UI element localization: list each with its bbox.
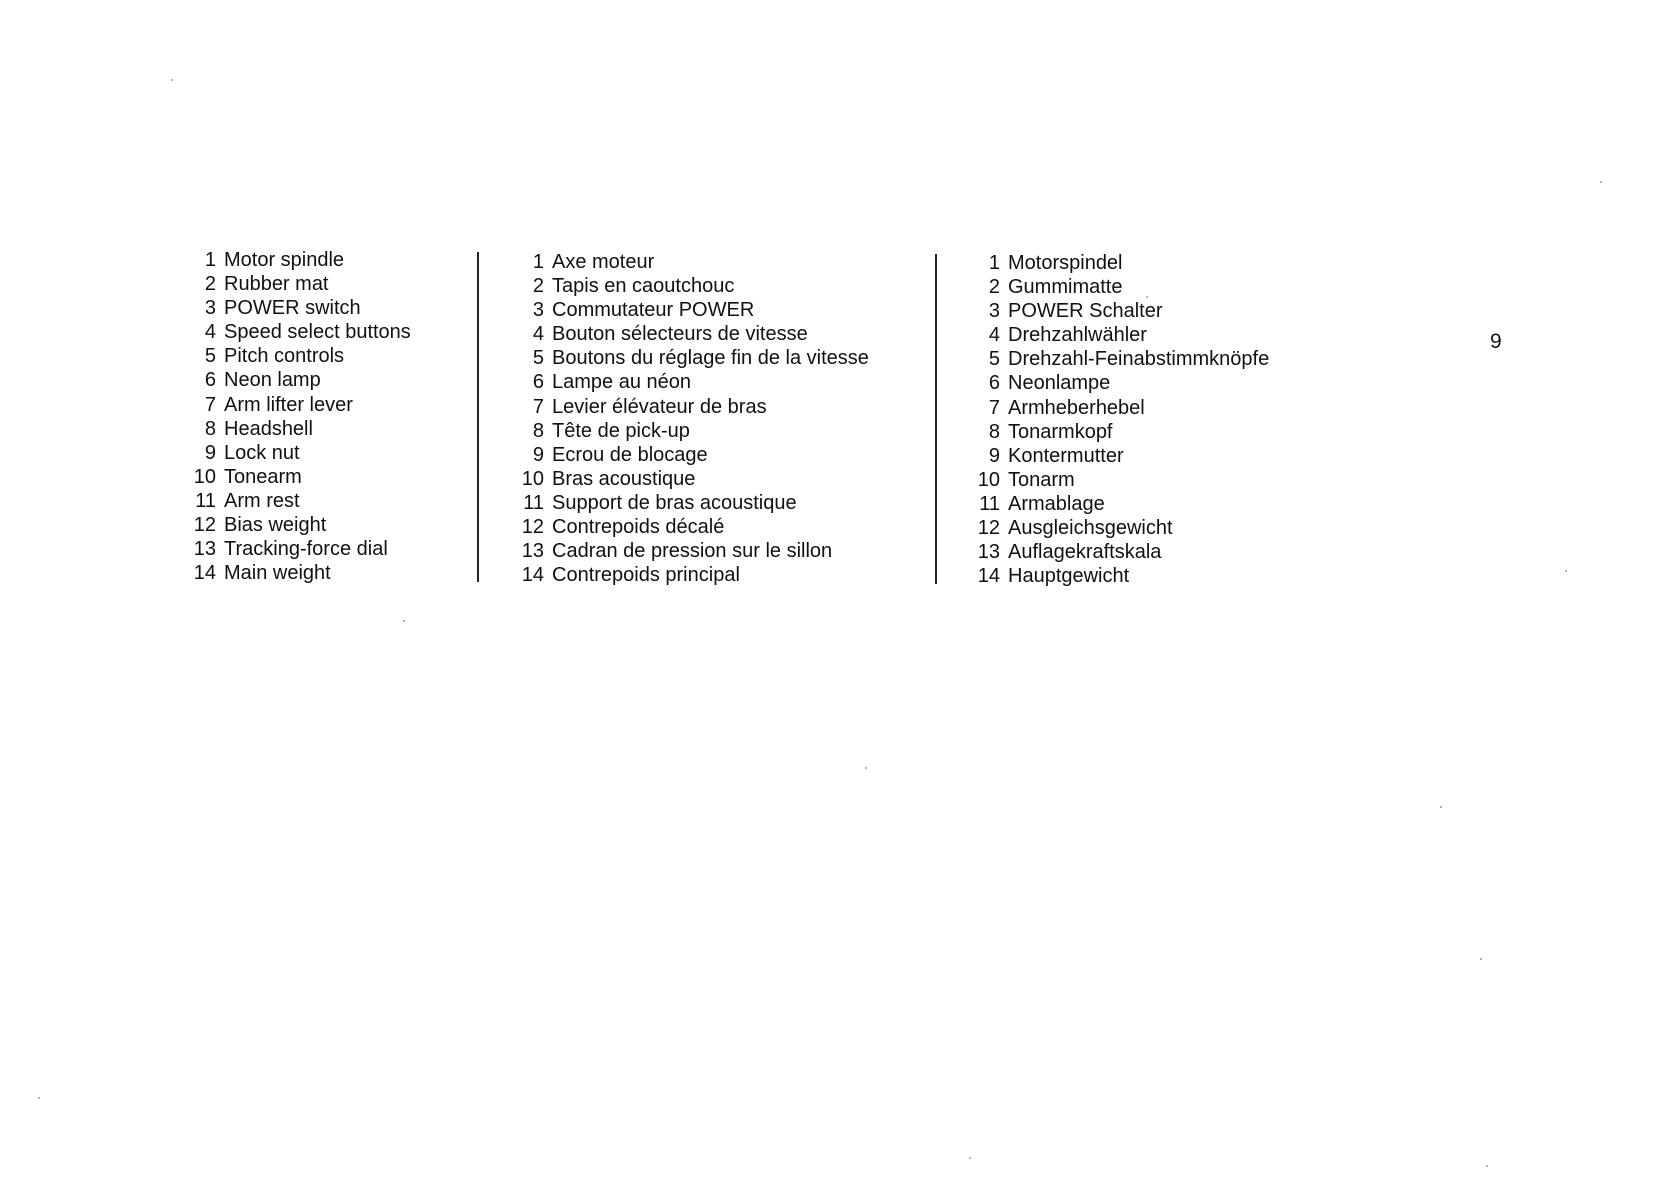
item-label: Tapis en caoutchouc — [552, 275, 735, 298]
item-number: 12 — [977, 517, 1000, 540]
list-item — [188, 368, 411, 392]
list-item — [188, 272, 411, 296]
item-label: Speed select buttons — [224, 321, 411, 344]
item-number: 1 — [532, 251, 544, 273]
list-item — [188, 417, 411, 441]
item-label: POWER switch — [224, 297, 361, 320]
item-label: Ausgleichsgewicht — [1008, 517, 1173, 540]
item-number: 9 — [204, 441, 216, 464]
item-number: 6 — [532, 371, 544, 394]
item-number: 7 — [988, 396, 1000, 419]
list-item — [972, 492, 1269, 516]
item-label: Gummimatte — [1008, 276, 1123, 299]
list-item — [188, 489, 411, 513]
item-label: Lock nut — [224, 441, 300, 464]
item-label: Contrepoids décalé — [552, 516, 725, 539]
item-number: 12 — [193, 514, 216, 537]
column-divider-2 — [935, 254, 937, 584]
item-label: Contrepoids principal — [552, 564, 740, 587]
item-number: 7 — [204, 393, 216, 416]
list-item — [972, 347, 1269, 371]
item-label: Rubber mat — [224, 273, 329, 296]
scan-speck — [1480, 958, 1482, 960]
list-item — [516, 491, 869, 515]
item-label: Cadran de pression sur le sillon — [552, 540, 833, 563]
item-label: Support de bras acoustique — [552, 491, 797, 514]
item-number: 11 — [979, 492, 1000, 515]
list-item — [516, 298, 869, 322]
item-number: 5 — [988, 348, 1000, 371]
list-item — [972, 564, 1269, 588]
item-label: Headshell — [224, 417, 313, 440]
list-item — [516, 563, 869, 587]
item-label: Axe moteur — [552, 251, 655, 273]
item-label: Arm lifter lever — [224, 393, 353, 416]
item-label: Tonarm — [1008, 468, 1075, 491]
item-label: Commutateur POWER — [552, 299, 755, 322]
item-number: 8 — [204, 417, 216, 440]
item-number: 6 — [988, 372, 1000, 395]
scan-speck — [969, 1157, 971, 1159]
list-item — [188, 344, 411, 368]
scan-speck — [865, 767, 867, 769]
item-number: 10 — [521, 467, 544, 490]
list-item — [972, 275, 1269, 299]
item-number: 14 — [521, 564, 544, 587]
list-item — [188, 320, 411, 344]
item-number: 8 — [532, 419, 544, 442]
item-number: 14 — [193, 562, 216, 585]
list-item — [516, 250, 869, 274]
list-item — [972, 396, 1269, 420]
list-item — [188, 393, 411, 417]
item-number: 9 — [532, 443, 544, 466]
scan-speck — [171, 79, 173, 81]
list-item — [188, 513, 411, 537]
list-item — [972, 444, 1269, 468]
item-number: 12 — [521, 516, 544, 539]
item-label: Levier élévateur de bras — [552, 395, 767, 418]
list-item — [516, 346, 869, 370]
item-number: 2 — [204, 273, 216, 296]
list-item — [516, 443, 869, 467]
item-number: 4 — [532, 323, 544, 346]
list-item — [188, 248, 411, 272]
scan-speck — [1600, 181, 1602, 183]
item-label: Tête de pick-up — [552, 419, 690, 442]
scan-speck — [1440, 806, 1442, 808]
item-number: 9 — [988, 444, 1000, 467]
item-label: Hauptgewicht — [1008, 565, 1130, 588]
item-label: Drehzahlwähler — [1008, 324, 1147, 347]
item-number: 7 — [532, 395, 544, 418]
item-label: Pitch controls — [224, 345, 345, 368]
list-item — [188, 465, 411, 489]
page-number: 9 — [1490, 330, 1502, 353]
item-label: Arm rest — [224, 489, 300, 512]
scan-speck — [1146, 296, 1148, 298]
english-parts-list — [188, 248, 411, 585]
item-number: 3 — [532, 299, 544, 322]
list-item — [516, 274, 869, 298]
item-number: 1 — [204, 249, 216, 271]
column-divider-1 — [477, 252, 479, 582]
item-label: Tonearm — [224, 465, 302, 488]
item-number: 4 — [204, 321, 216, 344]
german-parts-list — [972, 251, 1269, 588]
item-label: Neonlampe — [1008, 372, 1111, 395]
item-number: 5 — [204, 345, 216, 368]
item-label: Bias weight — [224, 514, 327, 537]
item-number: 13 — [521, 540, 544, 563]
item-number: 11 — [195, 489, 216, 512]
item-number: 11 — [523, 491, 544, 514]
item-label: Armheberhebel — [1008, 396, 1145, 419]
list-item — [516, 467, 869, 491]
item-label: Auflagekraftskala — [1008, 541, 1162, 564]
item-label: Ecrou de blocage — [552, 443, 708, 466]
list-item — [188, 561, 411, 585]
item-number: 3 — [988, 300, 1000, 323]
item-number: 1 — [988, 252, 1000, 274]
list-item — [188, 537, 411, 561]
item-number: 14 — [977, 565, 1000, 588]
item-label: Tonarmkopf — [1008, 420, 1113, 443]
list-item — [972, 420, 1269, 444]
item-label: Bouton sélecteurs de vitesse — [552, 323, 808, 346]
item-number: 5 — [532, 347, 544, 370]
item-number: 13 — [193, 538, 216, 561]
item-label: Kontermutter — [1008, 444, 1124, 467]
scan-speck — [403, 620, 405, 622]
item-number: 10 — [977, 468, 1000, 491]
list-item — [188, 441, 411, 465]
item-label: POWER Schalter — [1008, 300, 1163, 323]
item-label: Armablage — [1008, 492, 1105, 515]
list-item — [516, 515, 869, 539]
list-item — [516, 370, 869, 394]
item-number: 2 — [532, 275, 544, 298]
list-item — [516, 419, 869, 443]
list-item — [972, 516, 1269, 540]
scan-speck — [38, 1097, 40, 1099]
list-item — [516, 539, 869, 563]
item-label: Boutons du réglage fin de la vitesse — [552, 347, 869, 370]
list-item — [972, 251, 1269, 275]
item-number: 3 — [204, 297, 216, 320]
list-item — [972, 371, 1269, 395]
item-label: Motor spindle — [224, 249, 345, 271]
item-label: Lampe au néon — [552, 371, 692, 394]
list-item — [972, 540, 1269, 564]
item-label: Motorspindel — [1008, 252, 1123, 274]
item-number: 8 — [988, 420, 1000, 443]
french-parts-list — [516, 250, 869, 587]
list-item — [188, 296, 411, 320]
item-label: Drehzahl-Feinabstimmknöpfe — [1008, 348, 1270, 371]
list-item — [972, 323, 1269, 347]
list-item — [972, 468, 1269, 492]
scan-speck — [1565, 570, 1567, 572]
item-label: Tracking-force dial — [224, 538, 388, 561]
item-number: 4 — [988, 324, 1000, 347]
list-item — [972, 299, 1269, 323]
item-label: Main weight — [224, 562, 331, 585]
scan-speck — [1486, 1165, 1488, 1167]
item-number: 10 — [193, 465, 216, 488]
item-number: 13 — [977, 541, 1000, 564]
item-label: Bras acoustique — [552, 467, 696, 490]
item-label: Neon lamp — [224, 369, 321, 392]
item-number: 6 — [204, 369, 216, 392]
list-item — [516, 322, 869, 346]
item-number: 2 — [988, 276, 1000, 299]
list-item — [516, 395, 869, 419]
